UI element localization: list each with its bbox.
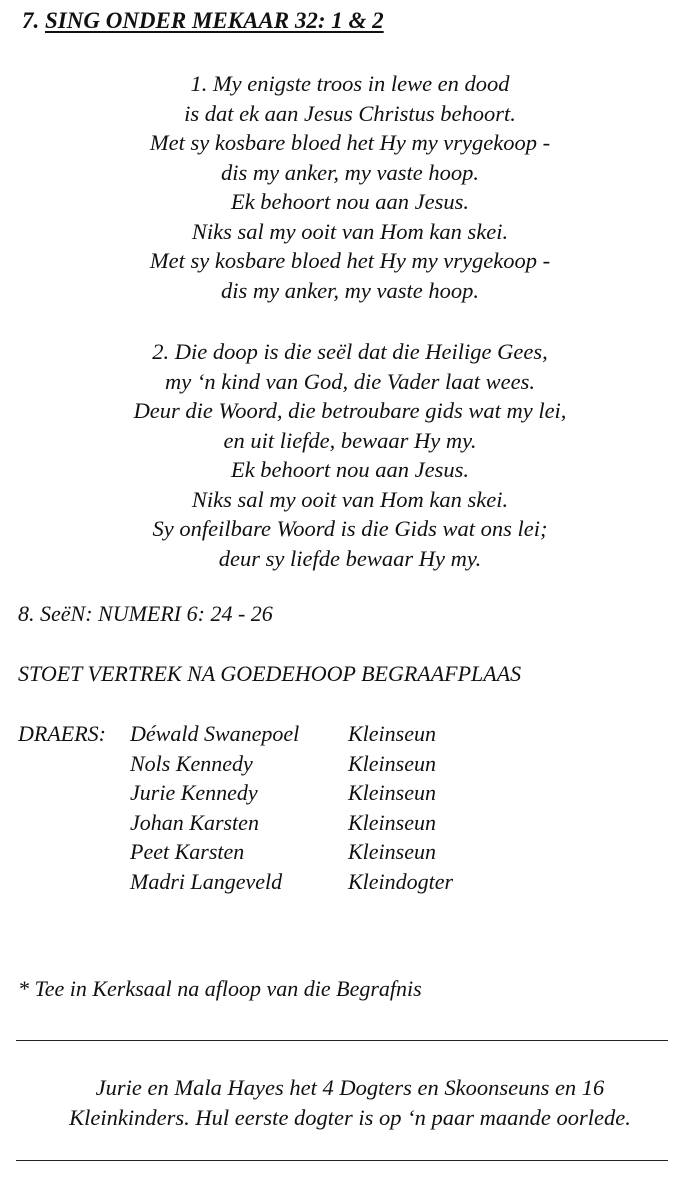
verse-line: Sy onfeilbare Woord is die Gids wat ons lei; [152, 516, 548, 541]
verse-line: dis my anker, my vaste hoop. [220, 277, 480, 303]
bearer-relation: Kleindogter [348, 868, 454, 894]
bearer-row [130, 837, 453, 867]
hymn-heading [22, 8, 384, 34]
bearer-relation: Kleinseun [348, 750, 436, 776]
bearer-row [130, 808, 453, 838]
bearer-row [130, 867, 453, 897]
bearer-relation: Kleinseun [348, 780, 436, 805]
verse-line: Met sy kosbare bloed het Hy my vrygekoop - [149, 130, 551, 155]
verse-line: 1. My enigste troos in lewe en dood [190, 71, 510, 96]
verse-line: Deur die Woord, die betroubare gids wat my lei, [133, 398, 567, 423]
bearers-label: DRAERS: [18, 721, 106, 746]
hymn-verse-1 [0, 69, 700, 305]
bearer-row [130, 778, 453, 808]
bearer-relation: Kleinseun [348, 721, 436, 746]
tea-note: * Tee in Kerksaal na afloop van die Begrafnis [18, 976, 422, 1001]
bearer-row [130, 719, 453, 749]
verse-line: 2. Die doop is die seël dat die Heilige Gees, [152, 339, 548, 364]
bearers-list [130, 719, 453, 896]
divider-top [16, 1040, 668, 1041]
bearer-name: Peet Karsten [130, 839, 245, 864]
bearer-name: Johan Karsten [130, 809, 259, 835]
hymn-title: SING ONDER MEKAAR 32: 1 & 2 [45, 8, 384, 33]
verse-line: my ‘n kind van God, die Vader laat wees. [165, 368, 535, 394]
blessing-line: 8. SeëN: NUMERI 6: 24 - 26 [18, 601, 273, 626]
bearer-name: Madri Langeveld [130, 868, 283, 894]
bearer-relation: Kleinseun [348, 809, 436, 835]
verse-line: dis my anker, my vaste hoop. [220, 159, 480, 185]
verse-line: Ek behoort nou aan Jesus. [230, 457, 470, 482]
footnote-line: Jurie en Mala Hayes het 4 Dogters en Skoonseuns en 16 [95, 1075, 605, 1100]
bearer-name: Déwald Swanepoel [130, 721, 300, 746]
hymn-verse-2 [0, 337, 700, 573]
footnote-line: Kleinkinders. Hul eerste dogter is op ‘n paar maande oorlede. [69, 1105, 631, 1130]
procession-line: STOET VERTREK NA GOEDEHOOP BEGRAAFPLAAS [18, 661, 522, 686]
verse-line: Niks sal my ooit van Hom kan skei. [191, 486, 509, 512]
bearer-row [130, 749, 453, 779]
verse-line: is dat ek aan Jesus Christus behoort. [184, 100, 516, 126]
verse-line: deur sy liefde bewaar Hy my. [218, 545, 482, 571]
verse-line: Ek behoort nou aan Jesus. [230, 189, 470, 214]
verse-line: Met sy kosbare bloed het Hy my vrygekoop - [149, 248, 551, 273]
hymn-number: 7. [22, 8, 40, 33]
family-footnote [0, 1073, 700, 1133]
verse-line: en uit liefde, bewaar Hy my. [223, 427, 477, 453]
divider-bottom [16, 1160, 668, 1161]
bearer-name: Nols Kennedy [130, 750, 253, 776]
bearer-name: Jurie Kennedy [130, 780, 258, 805]
verse-line: Niks sal my ooit van Hom kan skei. [191, 218, 509, 244]
bearer-relation: Kleinseun [348, 839, 436, 864]
